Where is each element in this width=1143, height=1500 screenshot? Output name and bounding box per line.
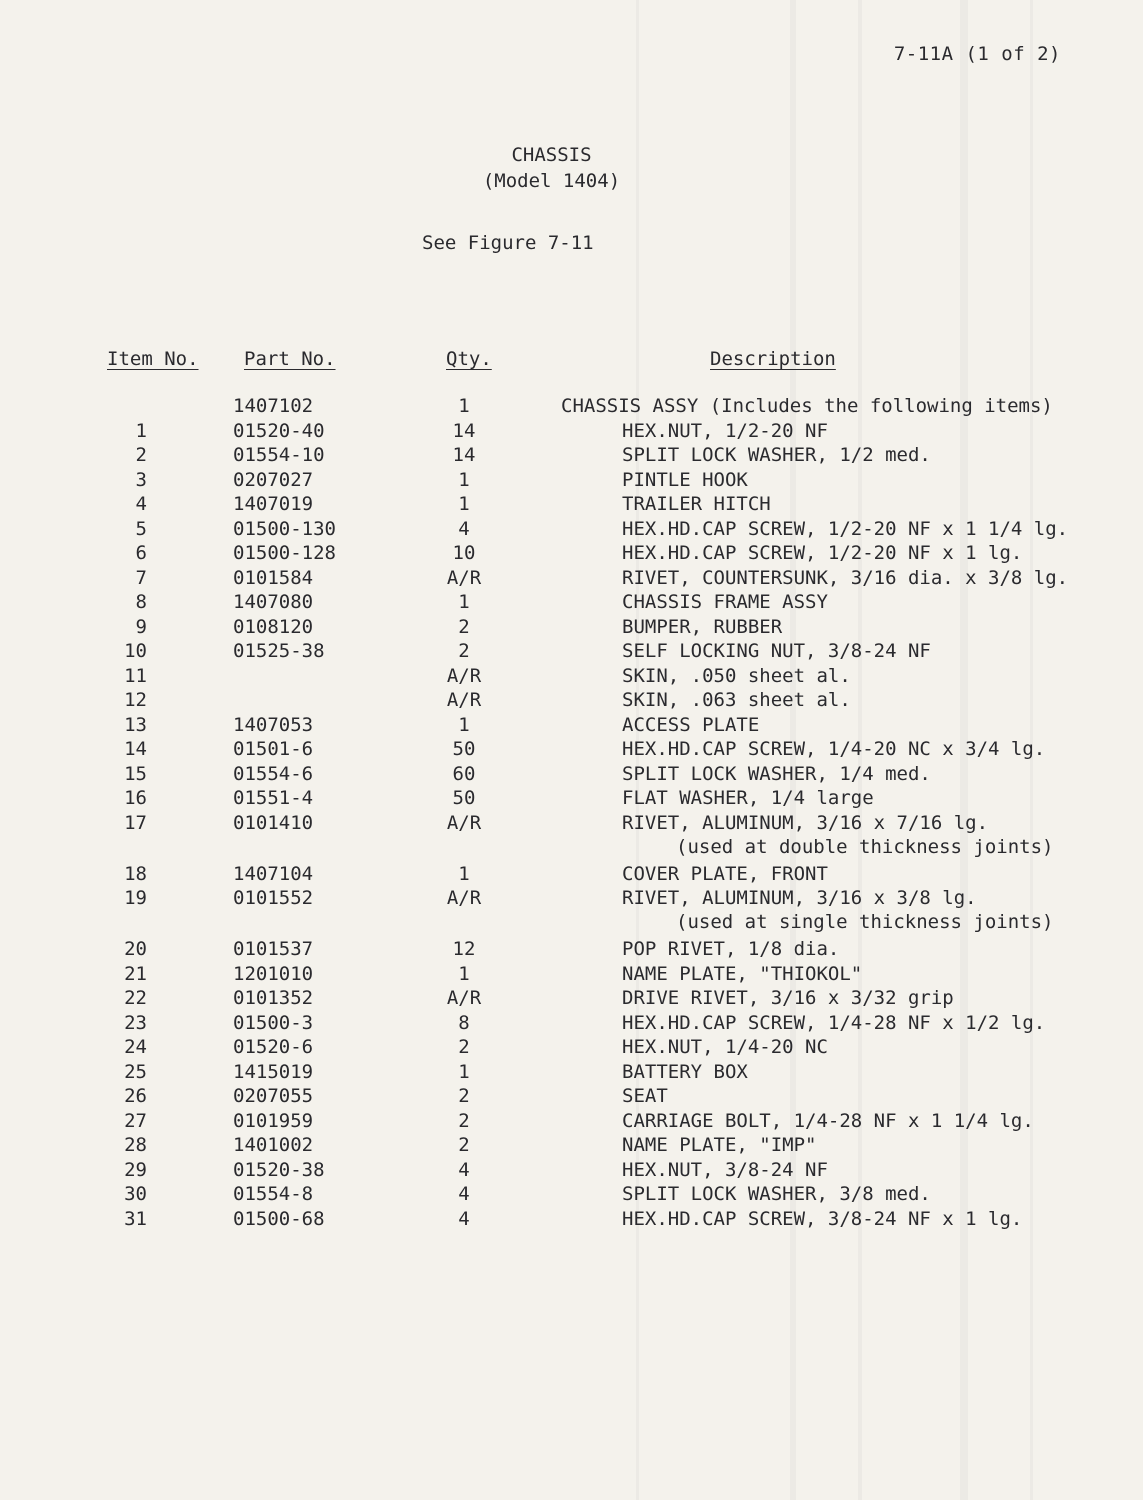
description-line: FLAT WASHER, 1/4 large <box>622 787 874 809</box>
part-number: 01500-68 <box>233 1207 325 1230</box>
quantity: 1 <box>458 591 470 613</box>
part-number: 01500-130 <box>233 517 336 540</box>
description <box>622 566 1068 590</box>
table-row <box>0 419 1143 444</box>
part-number: 1201010 <box>233 962 314 985</box>
part-number: 01500-3 <box>233 1011 314 1034</box>
description-line: PINTLE HOOK <box>622 468 748 491</box>
table-row <box>0 639 1143 664</box>
description-line: NAME PLATE, "THIOKOL" <box>622 962 863 985</box>
description <box>622 664 851 688</box>
description-line: POP RIVET, 1/8 dia. <box>622 938 840 960</box>
item-number: 18 <box>124 862 147 885</box>
quantity: 50 <box>452 738 476 760</box>
part-number: 1407104 <box>233 862 314 885</box>
item-number: 23 <box>124 1011 147 1034</box>
part-number: 0207027 <box>233 468 314 491</box>
table-row <box>0 615 1143 640</box>
item-number: 26 <box>124 1085 147 1107</box>
description <box>622 862 828 886</box>
table-row <box>0 1207 1143 1232</box>
description <box>622 541 1022 565</box>
description-line: RIVET, ALUMINUM, 3/16 x 7/16 lg. <box>622 811 989 834</box>
description-line: CHASSIS ASSY (Includes the following items) <box>561 395 1053 417</box>
item-number: 6 <box>135 542 147 564</box>
quantity: 1 <box>458 1060 470 1083</box>
quantity: A/R <box>446 664 482 687</box>
quantity: 1 <box>458 962 470 985</box>
description <box>622 492 771 516</box>
description-line: SEAT <box>622 1085 668 1107</box>
quantity: 1 <box>458 713 470 736</box>
quantity: 50 <box>452 787 476 809</box>
table-row <box>0 762 1143 787</box>
item-number: 21 <box>124 962 147 985</box>
description-note: (used at single thickness joints) <box>676 911 1054 933</box>
description-line: BATTERY BOX <box>622 1060 748 1083</box>
part-number: 0101959 <box>233 1109 314 1132</box>
item-number: 19 <box>124 887 147 909</box>
description-line: BUMPER, RUBBER <box>622 615 783 638</box>
table-row <box>0 541 1143 566</box>
table-row <box>0 986 1143 1011</box>
description <box>622 786 874 810</box>
quantity: 8 <box>458 1011 470 1034</box>
description-line: HEX.NUT, 3/8-24 NF <box>622 1158 828 1181</box>
table-row <box>0 937 1143 962</box>
part-number: 01520-6 <box>233 1036 314 1058</box>
item-number: 28 <box>124 1134 147 1156</box>
item-number: 7 <box>135 566 147 589</box>
description <box>622 468 748 492</box>
item-number: 1 <box>135 419 147 442</box>
description-line: COVER PLATE, FRONT <box>622 862 828 885</box>
part-number: 0101584 <box>233 566 314 589</box>
page-title: CHASSIS <box>511 144 592 166</box>
quantity: 2 <box>458 615 470 638</box>
table-row <box>0 1109 1143 1134</box>
part-number: 1407080 <box>233 591 314 613</box>
quantity: A/R <box>446 811 482 834</box>
part-number: 01554-8 <box>233 1183 314 1205</box>
description-line: SKIN, .050 sheet al. <box>622 664 851 687</box>
description-note: (used at double thickness joints) <box>676 835 1054 858</box>
table-row <box>0 590 1143 615</box>
part-number: 01554-6 <box>233 762 314 785</box>
item-number: 15 <box>124 762 147 785</box>
quantity: A/R <box>446 566 482 589</box>
table-row <box>0 962 1143 987</box>
table-row <box>0 1133 1143 1158</box>
description <box>622 1060 748 1084</box>
quantity: 2 <box>458 1036 470 1058</box>
table-row <box>0 862 1143 887</box>
description-line: CHASSIS FRAME ASSY <box>622 591 828 613</box>
description-line: RIVET, COUNTERSUNK, 3/16 dia. x 3/8 lg. <box>622 566 1069 589</box>
description-line: SPLIT LOCK WASHER, 3/8 med. <box>622 1183 931 1205</box>
description <box>622 1011 1045 1035</box>
part-number: 01501-6 <box>233 738 314 760</box>
quantity: A/R <box>446 689 482 711</box>
quantity: 1 <box>458 862 470 885</box>
description <box>622 937 839 961</box>
quantity: A/R <box>446 887 482 909</box>
quantity: 1 <box>458 468 470 491</box>
figure-reference: See Figure 7-11 <box>422 232 594 254</box>
description-line: DRIVE RIVET, 3/16 x 3/32 grip <box>622 987 954 1009</box>
quantity: 4 <box>458 1183 470 1205</box>
item-number: 29 <box>124 1158 147 1181</box>
part-number: 0101352 <box>233 987 314 1009</box>
table-row <box>0 713 1143 738</box>
description-line: SPLIT LOCK WASHER, 1/4 med. <box>622 762 931 785</box>
item-number: 20 <box>124 938 147 960</box>
table-row <box>0 517 1143 542</box>
quantity: 14 <box>452 444 476 466</box>
table-row <box>0 394 1143 419</box>
description <box>622 962 862 986</box>
part-number: 01500-128 <box>233 542 336 564</box>
description <box>622 1158 828 1182</box>
part-number: 01525-38 <box>233 640 325 662</box>
part-number: 0207055 <box>233 1085 314 1107</box>
description-line: HEX.HD.CAP SCREW, 1/2-20 NF x 1 lg. <box>622 542 1023 564</box>
quantity: 4 <box>458 1158 470 1181</box>
description-line: TRAILER HITCH <box>622 493 771 515</box>
part-number: 0101552 <box>233 887 314 909</box>
table-row <box>0 1035 1143 1060</box>
item-number: 24 <box>124 1036 147 1058</box>
part-number: 01551-4 <box>233 787 314 809</box>
description <box>622 1207 1022 1231</box>
item-number: 10 <box>124 640 147 662</box>
column-header-qty: Qty. <box>446 348 492 370</box>
item-number: 30 <box>124 1183 147 1205</box>
table-row <box>0 664 1143 689</box>
description-line: HEX.NUT, 1/2-20 NF <box>622 419 828 442</box>
parts-table <box>0 394 1143 1231</box>
item-number: 25 <box>124 1060 147 1083</box>
item-number: 16 <box>124 787 147 809</box>
description <box>622 1109 1034 1133</box>
part-number: 01554-10 <box>233 444 325 466</box>
quantity: 1 <box>458 493 470 515</box>
description <box>622 986 954 1010</box>
description-line: HEX.HD.CAP SCREW, 3/8-24 NF x 1 lg. <box>622 1207 1023 1230</box>
item-number: 8 <box>135 591 147 613</box>
description <box>622 419 828 443</box>
description <box>622 811 1054 859</box>
description <box>622 762 931 786</box>
description-line: HEX.HD.CAP SCREW, 1/4-20 NC x 3/4 lg. <box>622 738 1046 760</box>
part-number: 1401002 <box>233 1134 314 1156</box>
part-number: 0108120 <box>233 615 314 638</box>
quantity: 1 <box>458 395 470 417</box>
table-row <box>0 688 1143 713</box>
column-header-part: Part No. <box>244 348 336 370</box>
part-number: 01520-38 <box>233 1158 325 1181</box>
description-line: SKIN, .063 sheet al. <box>622 689 851 711</box>
description <box>622 517 1068 541</box>
item-number: 11 <box>124 664 147 687</box>
part-number: 1407102 <box>233 395 314 417</box>
description-line: SPLIT LOCK WASHER, 1/2 med. <box>622 444 931 466</box>
table-row <box>0 1182 1143 1207</box>
table-row <box>0 566 1143 591</box>
part-number: 1407053 <box>233 713 314 736</box>
quantity: 60 <box>452 762 476 785</box>
column-header-description: Description <box>710 348 836 370</box>
description-line: HEX.HD.CAP SCREW, 1/2-20 NF x 1 1/4 lg. <box>622 517 1069 540</box>
description-line: HEX.NUT, 1/4-20 NC <box>622 1036 828 1058</box>
table-row <box>0 1158 1143 1183</box>
quantity: 14 <box>452 419 476 442</box>
part-number: 0101537 <box>233 938 314 960</box>
table-row <box>0 811 1143 862</box>
table-row <box>0 468 1143 493</box>
table-row <box>0 1011 1143 1036</box>
quantity: 12 <box>452 938 476 960</box>
item-number: 4 <box>135 493 147 515</box>
column-header-item: Item No. <box>107 348 199 370</box>
part-number: 1415019 <box>233 1060 314 1083</box>
description <box>622 1084 668 1108</box>
item-number: 2 <box>135 444 147 466</box>
quantity: 2 <box>458 1085 470 1107</box>
table-row <box>0 737 1143 762</box>
quantity: 2 <box>458 640 470 662</box>
item-number: 12 <box>124 689 147 711</box>
description <box>622 639 931 663</box>
item-number: 14 <box>124 738 147 760</box>
quantity: 4 <box>458 517 470 540</box>
table-row <box>0 1060 1143 1085</box>
description-line: SELF LOCKING NUT, 3/8-24 NF <box>622 640 931 662</box>
description <box>622 443 931 467</box>
item-number: 27 <box>124 1109 147 1132</box>
item-number: 13 <box>124 713 147 736</box>
table-row <box>0 786 1143 811</box>
quantity: 4 <box>458 1207 470 1230</box>
table-row <box>0 492 1143 517</box>
description-line: RIVET, ALUMINUM, 3/16 x 3/8 lg. <box>622 887 977 909</box>
description <box>622 615 782 639</box>
quantity: A/R <box>446 987 482 1009</box>
description-line: HEX.HD.CAP SCREW, 1/4-28 NF x 1/2 lg. <box>622 1011 1046 1034</box>
description-line: ACCESS PLATE <box>622 713 760 736</box>
part-number: 1407019 <box>233 493 314 515</box>
description-line: NAME PLATE, "IMP" <box>622 1134 817 1156</box>
description-line: CARRIAGE BOLT, 1/4-28 NF x 1 1/4 lg. <box>622 1109 1034 1132</box>
quantity: 2 <box>458 1109 470 1132</box>
item-number: 17 <box>124 811 147 834</box>
description <box>622 1182 931 1206</box>
item-number: 5 <box>135 517 147 540</box>
description <box>622 688 851 712</box>
description <box>622 1035 828 1059</box>
item-number: 9 <box>135 615 147 638</box>
description <box>622 713 759 737</box>
description <box>622 737 1045 761</box>
table-row <box>0 443 1143 468</box>
part-number: 0101410 <box>233 811 314 834</box>
table-row <box>0 886 1143 937</box>
description <box>622 886 1054 934</box>
description <box>561 394 1053 418</box>
part-number: 01520-40 <box>233 419 325 442</box>
quantity: 2 <box>458 1134 470 1156</box>
item-number: 3 <box>135 468 147 491</box>
page-subtitle: (Model 1404) <box>482 170 621 192</box>
item-number: 22 <box>124 987 147 1009</box>
description <box>622 590 828 614</box>
quantity: 10 <box>452 542 476 564</box>
page-number: 7-11A (1 of 2) <box>893 43 1061 65</box>
description <box>622 1133 816 1157</box>
table-row <box>0 1084 1143 1109</box>
item-number: 31 <box>124 1207 147 1230</box>
